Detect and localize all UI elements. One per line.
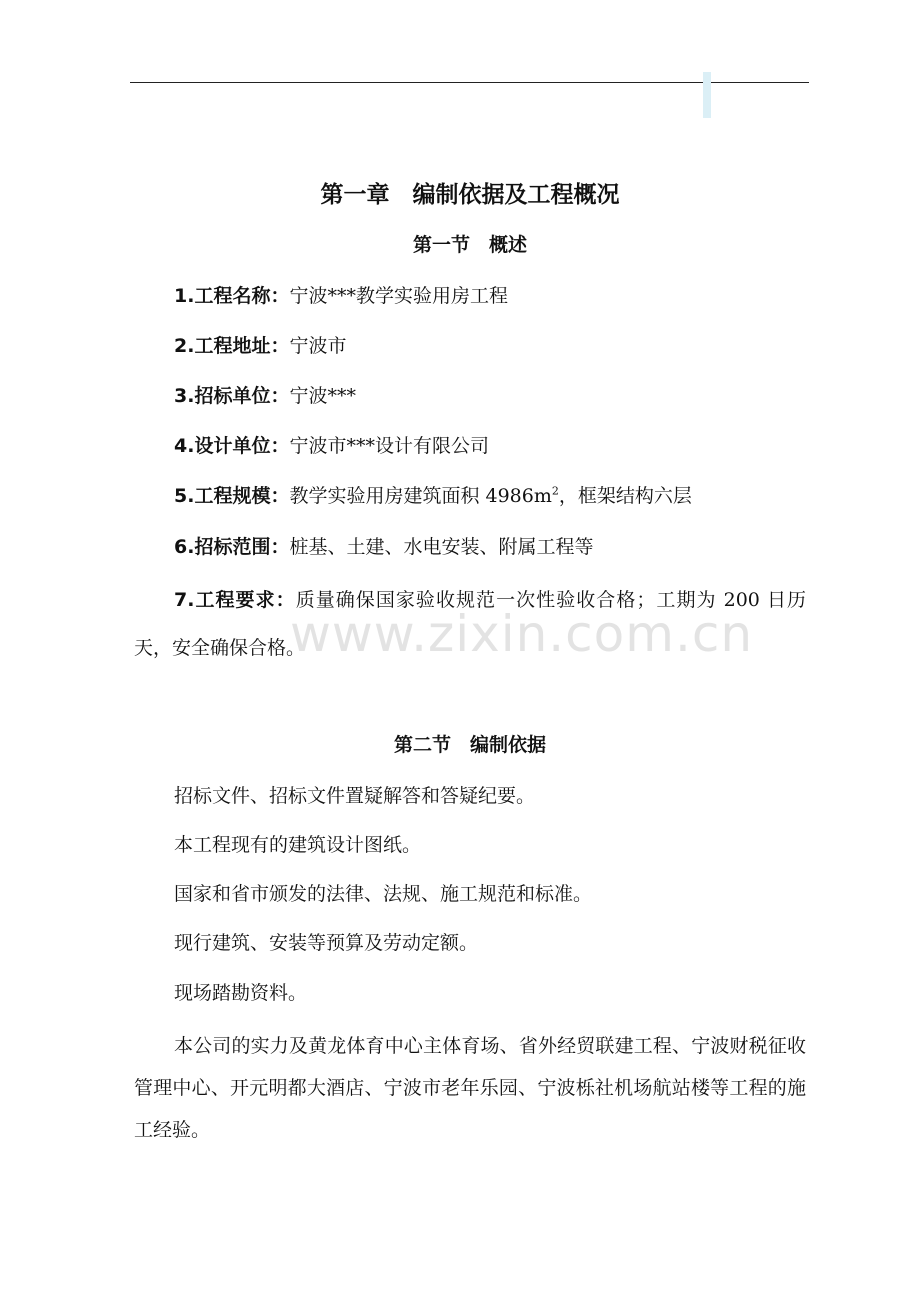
basis-paragraph-4: 现行建筑、安装等预算及劳动定额。 — [174, 932, 479, 954]
tender-scope-value: 桩基、土建、水电安装、附属工程等 — [289, 536, 594, 558]
header-tab-marker — [703, 72, 711, 118]
project-name-label: 1.工程名称： — [174, 285, 290, 307]
project-scale-value-rest: ，框架结构六层 — [558, 485, 692, 507]
tender-unit-item — [134, 381, 806, 411]
tender-scope-label: 6.招标范围： — [174, 536, 290, 558]
chapter-title: 第一章 编制依据及工程概况 — [320, 182, 620, 208]
design-unit-label: 4.设计单位： — [174, 435, 290, 457]
square-superscript: 2 — [551, 484, 559, 498]
tender-unit-value: 宁波*** — [289, 385, 356, 407]
design-unit-value: 宁波市***设计有限公司 — [289, 435, 489, 457]
basis-paragraph-2: 本工程现有的建筑设计图纸。 — [174, 834, 422, 856]
project-scale-value: 教学实验用房建筑面积 4986m — [289, 485, 552, 507]
project-address-label: 2.工程地址： — [174, 335, 290, 357]
project-name-value: 宁波***教学实验用房工程 — [289, 285, 508, 307]
project-address-item — [134, 331, 806, 361]
project-name-item — [134, 281, 806, 311]
project-scale-item — [134, 481, 806, 511]
project-requirements-item — [134, 576, 806, 672]
section-1-title: 第一节 概述 — [412, 234, 527, 256]
tender-scope-item — [134, 532, 806, 562]
basis-paragraph-6: 本公司的实力及黄龙体育中心主体育场、省外经贸联建工程、宁波财税征收管理中心、开元明都大酒店、宁波市老年乐园、宁波栎社机场航站楼等工程的施工经验。 — [134, 1035, 806, 1141]
project-address-value: 宁波市 — [289, 335, 347, 357]
tender-unit-label: 3.招标单位： — [174, 385, 290, 407]
project-requirements-label: 7.工程要求： — [174, 589, 296, 611]
basis-paragraph-3: 国家和省市颁发的法律、法规、施工规范和标准。 — [174, 883, 593, 905]
watermark: www.zixin.com.cn — [290, 605, 754, 663]
project-requirements-value: 质量确保国家验收规范一次性验收合格；工期为 200 日历天，安全确保合格。 — [134, 589, 806, 659]
design-unit-item — [134, 431, 806, 461]
section-2-title: 第二节 编制依据 — [393, 734, 546, 756]
basis-paragraph-5: 现场踏勘资料。 — [174, 982, 308, 1004]
basis-paragraph-1: 招标文件、招标文件置疑解答和答疑纪要。 — [174, 785, 536, 807]
project-scale-label: 5.工程规模： — [174, 485, 290, 507]
